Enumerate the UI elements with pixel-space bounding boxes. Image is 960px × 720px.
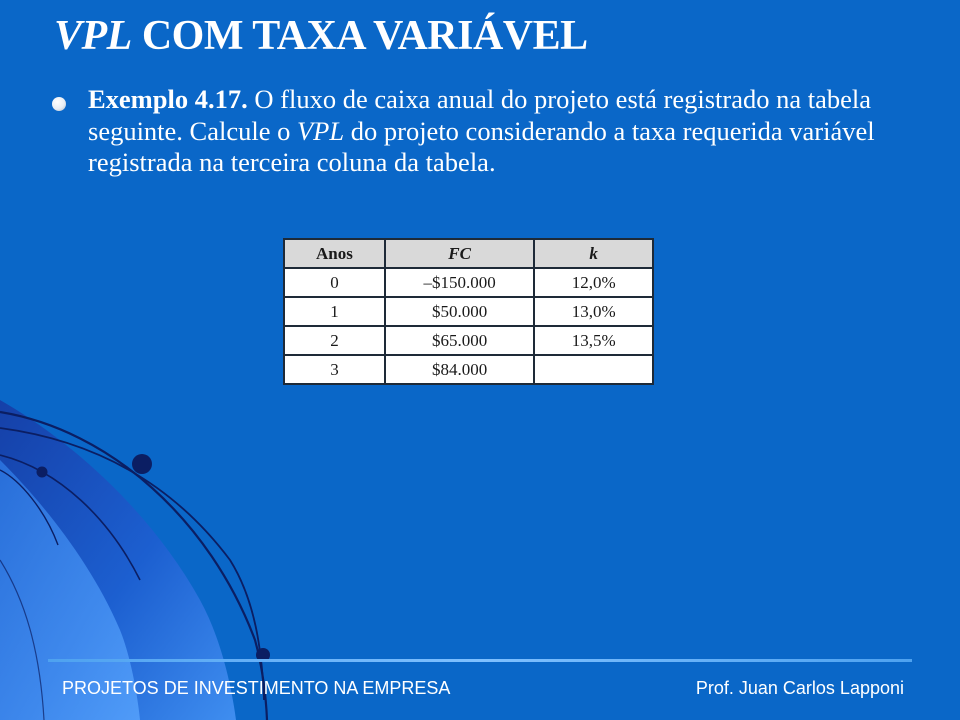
bullet-point [52, 84, 882, 179]
header-anos: Anos [284, 239, 385, 268]
cell-k: 13,0% [534, 297, 653, 326]
title-text: COM TAXA VARIÁVEL [131, 13, 588, 59]
header-fc: FC [385, 239, 534, 268]
bullet-dot-icon [52, 97, 66, 111]
cash-flow-table [283, 238, 654, 385]
decor-dot-large [132, 454, 152, 474]
bullet-text-part-1: O fluxo de caixa anual do projeto está registrado na tabela seguinte. Calcule o [88, 84, 871, 146]
cell-year: 3 [284, 355, 385, 384]
decor-dot-small [37, 467, 48, 478]
table-row [284, 326, 653, 355]
title-italic-term: VPL [54, 13, 132, 59]
example-label: Exemplo 4.17. [88, 84, 248, 114]
cell-year: 1 [284, 297, 385, 326]
bullet-italic-term: VPL [297, 115, 345, 146]
cell-fc: $84.000 [385, 355, 534, 384]
table-row [284, 297, 653, 326]
cell-k: 12,0% [534, 268, 653, 297]
cell-k [534, 355, 653, 384]
table-header-row [284, 239, 653, 268]
cell-fc: $65.000 [385, 326, 534, 355]
footer-course-title: PROJETOS DE INVESTIMENTO NA EMPRESA [62, 678, 451, 698]
cell-fc: $50.000 [385, 297, 534, 326]
table-row [284, 355, 653, 384]
footer-author: Prof. Juan Carlos Lapponi [695, 678, 904, 698]
cell-k: 13,5% [534, 326, 653, 355]
header-k: k [534, 239, 653, 268]
bullet-text [88, 84, 882, 179]
slide-title [54, 12, 588, 60]
bullet-text-part-2: do projeto considerando a taxa requerida variável registrada na terceira coluna da tabela. [88, 115, 875, 177]
table-row [284, 268, 653, 297]
footer-divider [48, 659, 912, 662]
cell-year: 2 [284, 326, 385, 355]
cell-year: 0 [284, 268, 385, 297]
cell-fc: –$150.000 [385, 268, 534, 297]
